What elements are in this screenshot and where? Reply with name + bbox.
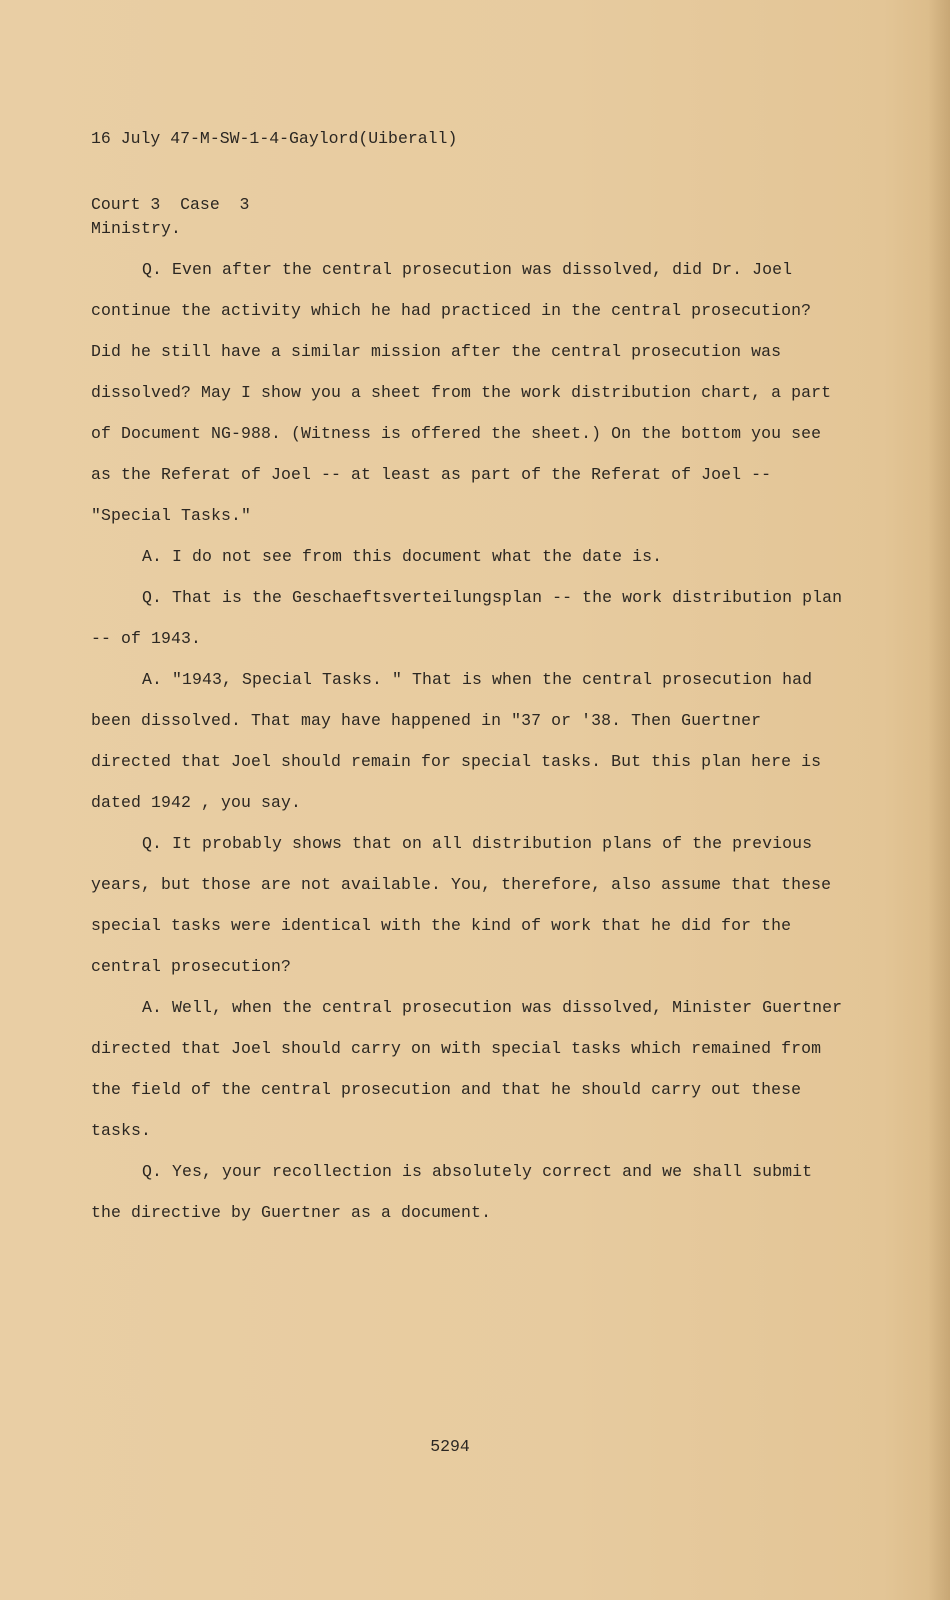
question-paragraph-2: Q. That is the Geschaeftsverteilungsplan -- the work distribution plan -- of 1943. [91, 588, 843, 648]
answer-paragraph-2: A. "1943, Special Tasks. " That is when the central prosecution had been dissolved. That may have happened in "37 or '38. Then Guertner directed that Joel should remain for special tasks. But this plan here is dated 1942 , you say. [91, 670, 822, 812]
question-paragraph-4: Q. Yes, your recollection is absolutely correct and we shall submit the directive by Guertner as a document. [91, 1162, 813, 1222]
answer-paragraph-1: A. I do not see from this document what the date is. [142, 547, 663, 566]
header-court-line: Court 3 Case 3 [91, 195, 250, 214]
answer-paragraph-3: A. Well, when the central prosecution was dissolved, Minister Guertner directed that Joel should carry on with special tasks which remained from the field of the central prosecution and that he should carry out these tasks. [91, 998, 843, 1140]
page-edge-shadow [928, 0, 950, 1600]
question-paragraph-1: Q. Even after the central prosecution was dissolved, did Dr. Joel continue the activity which he had practiced in the central prosecution? Did he still have a similar mission after the central prosecution was dissolved? May I show you a sheet from the work distribution chart, a part of Document NG-988. (Witness is offered the sheet.) On the bottom you see as the Referat of Joel -- at least as part of the Referat of Joel -- "Special Tasks." [91, 260, 832, 525]
question-paragraph-3: Q. It probably shows that on all distribution plans of the previous years, but those are not available. You, therefore, also assume that these special tasks were identical with the kind of work that he did for the central prosecution? [91, 834, 832, 976]
header-session-line: 16 July 47-M-SW-1-4-Gaylord(Uiberall) [91, 129, 458, 148]
transcript-opening: Ministry. [91, 219, 182, 238]
transcript-body [91, 208, 851, 1233]
page-number: 5294 [430, 1437, 470, 1456]
